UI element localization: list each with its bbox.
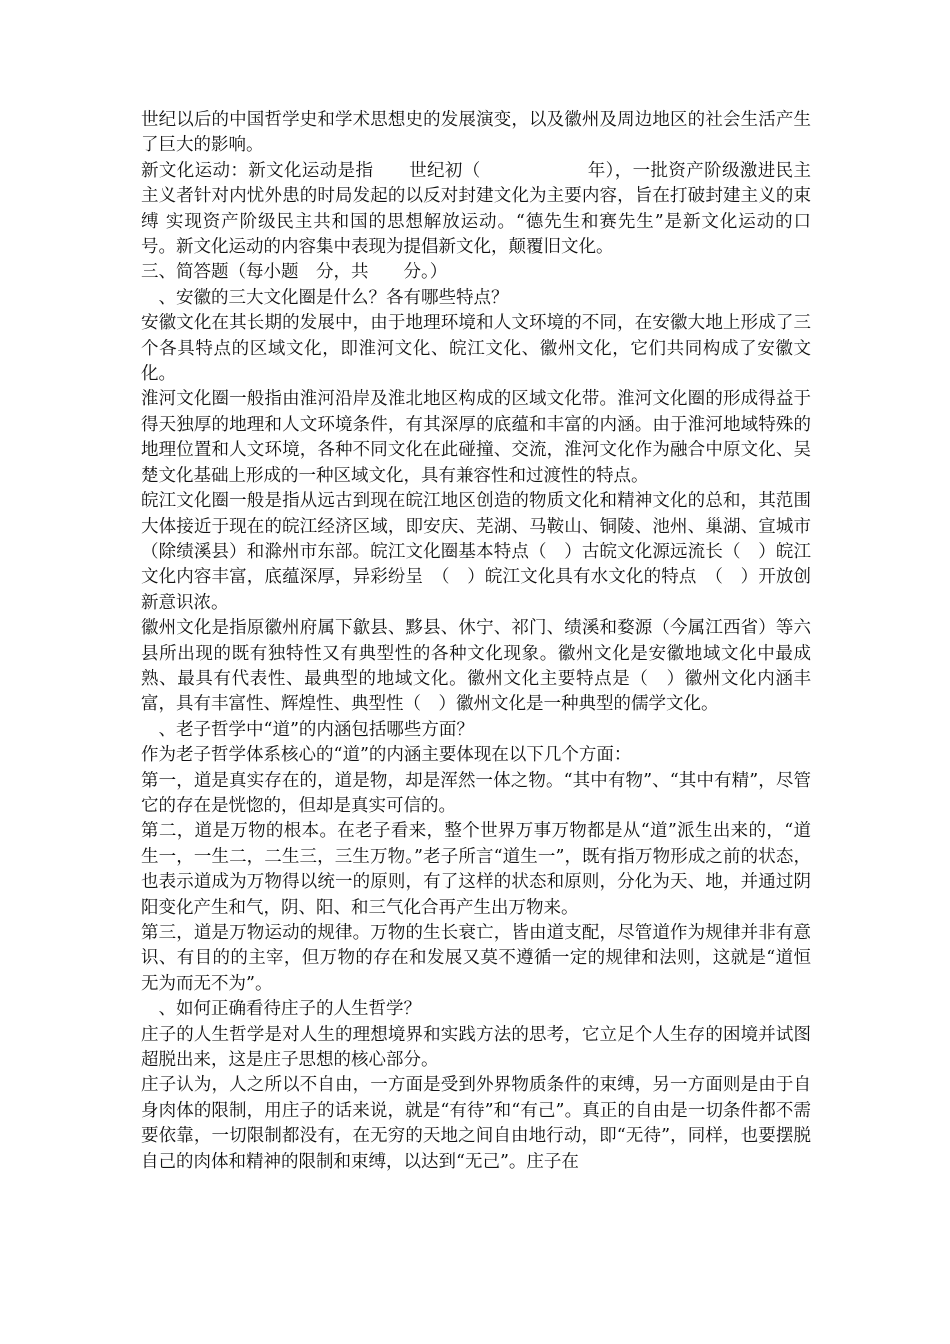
document-body xyxy=(141,108,811,1175)
paragraph-dao-third: 第三，道是万物运动的规律。万物的生长衰亡，皆由道支配，尽管道作为规律并非有意识、有目的的主宰，但万物的存在和发展又莫不遵循一定的规律和法则，这就是“道恒无为而无不为”。 xyxy=(141,923,811,994)
paragraph-influence-end: 世纪以后的中国哲学史和学术思想史的发展演变，以及徽州及周边地区的社会生活产生了巨大的影响。 xyxy=(141,110,811,156)
paragraph-dao-second: 第二，道是万物的根本。在老子看来，整个世界万事万物都是从“道”派生出来的，“道生一，一生二，二生三，三生万物。”老子所言“道生一”，既有指万物形成之前的状态，也表示道成为万物得以统一的原则，有了这样的状态和原则，分化为天、地，并通过阴阳变化产生和气，阴、阳、和三气化合再产生出万物来。 xyxy=(141,821,811,918)
paragraph-zhuangzi-overview: 庄子的人生哲学是对人生的理想境界和实践方法的思考，它立足个人生存的困境并试图超脱出来，这是庄子思想的核心部分。 xyxy=(141,1024,811,1071)
question-anhui-culture-circles: 、安徽的三大文化圈是什么？各有哪些特点？ xyxy=(141,287,509,308)
section-heading-short-answer: 三、简答题（每小题 分，共 分。） xyxy=(141,262,448,283)
paragraph-new-culture-movement: 新文化运动：新文化运动是指 世纪初（ 年），一批资产阶级激进民主主义者针对内忧外患的时局发起的以反对封建文化为主要内容，旨在打破封建主义的束缚 实现资产阶级民主共和国的思想解放运动。“德先生和赛先生”是新文化运动的口号。新文化运动的内容集中表现为提倡新文化，颠覆旧文化。 xyxy=(141,160,811,258)
paragraph-dao-first: 第一，道是真实存在的，道是物，却是浑然一体之物。“其中有物”、“其中有精”，尽管它的存在是恍惚的，但却是真实可信的。 xyxy=(141,770,811,816)
paragraph-zhuangzi-freedom: 庄子认为，人之所以不自由，一方面是受到外界物质条件的束缚，另一方面则是由于自身肉体的限制，用庄子的话来说，就是“有待”和“有己”。真正的自由是一切条件都不需要依靠，一切限制都没有，在无穷的天地之间自由地行动，即“无待”，同样，也要摆脱自己的肉体和精神的限制和束缚，以达到“无己”。庄子在 xyxy=(141,1075,811,1172)
paragraph-huaihe-culture: 淮河文化圈一般指由淮河沿岸及淮北地区构成的区域文化带。淮河文化圈的形成得益于得天独厚的地理和人文环境条件，有其深厚的底蕴和丰富的内涵。由于淮河地域特殊的地理位置和人文环境，各种不同文化在此碰撞、交流，淮河文化作为融合中原文化、吴楚文化基础上形成的一种区域文化，具有兼容性和过渡性的特点。 xyxy=(141,389,811,486)
paragraph-anhui-overview: 安徽文化在其长期的发展中，由于地理环境和人文环境的不同，在安徽大地上形成了三个各具特点的区域文化，即淮河文化、皖江文化、徽州文化，它们共同构成了安徽文化。 xyxy=(141,313,811,385)
question-zhuangzi-life-philosophy: 、如何正确看待庄子的人生哲学？ xyxy=(141,999,421,1020)
question-laozi-dao: 、老子哲学中“道”的内涵包括哪些方面？ xyxy=(141,719,474,740)
paragraph-wanjiang-culture: 皖江文化圈一般是指从远古到现在皖江地区创造的物质文化和精神文化的总和，其范围大体接近于现在的皖江经济区域，即安庆、芜湖、马鞍山、铜陵、池州、巢湖、宣城市（除绩溪县）和滁州市东部。皖江文化圈基本特点（ ）古皖文化源远流长（ ）皖江文化内容丰富，底蕴深厚，异彩纷呈 （ ）皖江文化具有水文化的特点 （ ）开放创新意识浓。 xyxy=(141,491,811,613)
paragraph-huizhou-culture: 徽州文化是指原徽州府属下歙县、黟县、休宁、祁门、绩溪和婺源（今属江西省）等六县所出现的既有独特性又有典型性的各种文化现象。徽州文化是安徽地域文化中最成熟、最具有代表性、最典型的地域文化。徽州文化主要特点是（ ）徽州文化内涵丰富，具有丰富性、辉煌性、典型性（ ）徽州文化是一种典型的儒学文化。 xyxy=(141,618,811,715)
paragraph-dao-intro: 作为老子哲学体系核心的“道”的内涵主要体现在以下几个方面： xyxy=(141,745,632,766)
